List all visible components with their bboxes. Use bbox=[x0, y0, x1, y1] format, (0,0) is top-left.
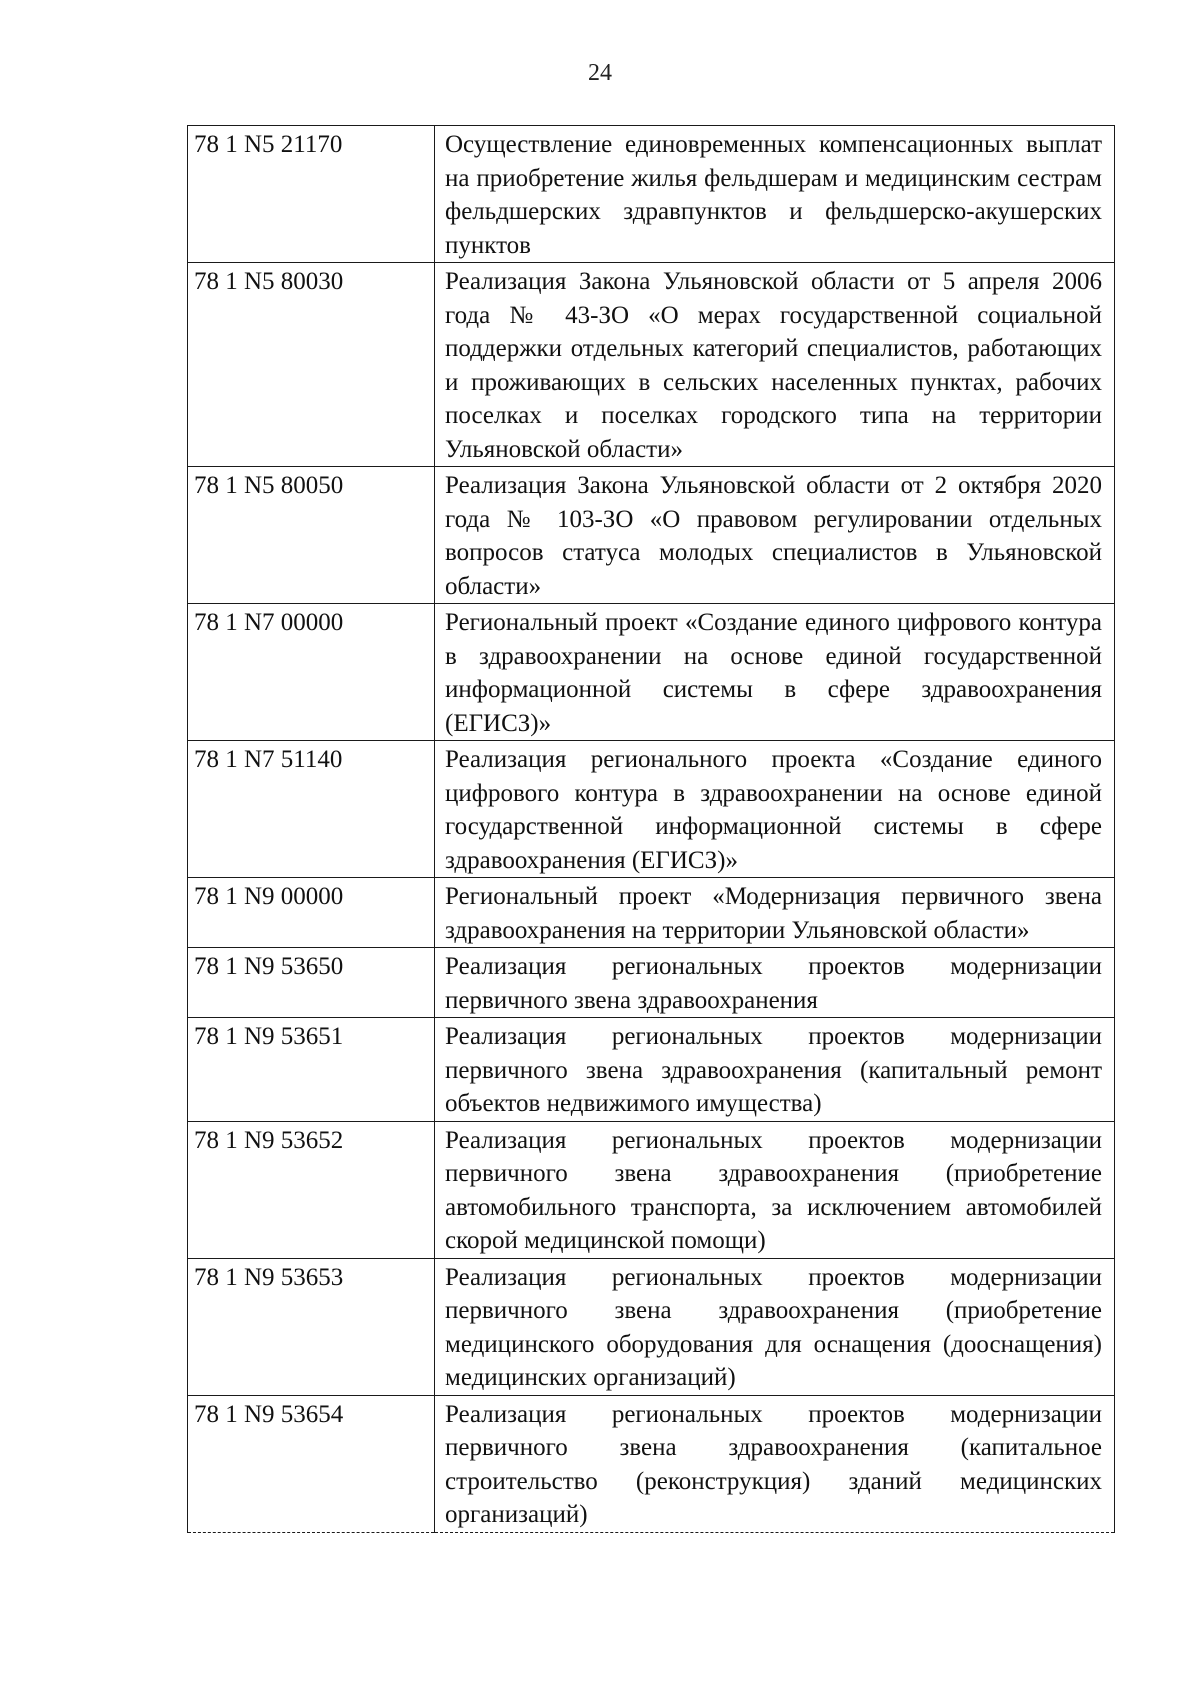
table-row bbox=[188, 1121, 1115, 1258]
table-row bbox=[188, 1258, 1115, 1395]
table-row bbox=[188, 1018, 1115, 1122]
table-row bbox=[188, 1395, 1115, 1532]
row-description: Реализация региональных проектов модернизации первичного звена здравоохранения (приобретение автомобильного транспорта, за исключением автомобилей скорой медицинской помощи) bbox=[435, 1121, 1115, 1258]
row-description: Реализация Закона Ульяновской области от 5 апреля 2006 года № 43-ЗО «О мерах государственной социальной поддержки отдельных категорий специалистов, работающих и проживающих в сельских населенных пунктах, рабочих поселках и поселках городского типа на территории Ульяновской области» bbox=[435, 263, 1115, 467]
row-description: Реализация регионального проекта «Создание единого цифрового контура в здравоохранении на основе единой государственной информационной системы в сфере здравоохранения (ЕГИСЗ)» bbox=[435, 741, 1115, 878]
row-code: 78 1 N5 21170 bbox=[188, 126, 435, 263]
row-code: 78 1 N7 00000 bbox=[188, 604, 435, 741]
classification-table bbox=[187, 125, 1115, 1533]
table-row bbox=[188, 604, 1115, 741]
row-code: 78 1 N7 51140 bbox=[188, 741, 435, 878]
row-code: 78 1 N9 53651 bbox=[188, 1018, 435, 1122]
table-row bbox=[188, 741, 1115, 878]
row-code: 78 1 N9 53654 bbox=[188, 1395, 435, 1532]
row-code: 78 1 N5 80030 bbox=[188, 263, 435, 467]
page-number: 24 bbox=[588, 60, 612, 86]
row-description: Реализация Закона Ульяновской области от 2 октября 2020 года № 103-ЗО «О правовом регулировании отдельных вопросов статуса молодых специалистов в Ульяновской области» bbox=[435, 467, 1115, 604]
row-code: 78 1 N5 80050 bbox=[188, 467, 435, 604]
row-code: 78 1 N9 53652 bbox=[188, 1121, 435, 1258]
row-description: Реализация региональных проектов модернизации первичного звена здравоохранения bbox=[435, 948, 1115, 1018]
row-description: Реализация региональных проектов модернизации первичного звена здравоохранения (капитальный ремонт объектов недвижимого имущества) bbox=[435, 1018, 1115, 1122]
table-row bbox=[188, 878, 1115, 948]
row-code: 78 1 N9 53653 bbox=[188, 1258, 435, 1395]
table-row bbox=[188, 263, 1115, 467]
row-code: 78 1 N9 53650 bbox=[188, 948, 435, 1018]
table-row bbox=[188, 126, 1115, 263]
row-description: Осуществление единовременных компенсационных выплат на приобретение жилья фельдшерам и медицинским сестрам фельдшерских здравпунктов и фельдшерско-акушерских пунктов bbox=[435, 126, 1115, 263]
row-code: 78 1 N9 00000 bbox=[188, 878, 435, 948]
row-description: Реализация региональных проектов модернизации первичного звена здравоохранения (капитальное строительство (реконструкция) зданий медицинских организаций) bbox=[435, 1395, 1115, 1532]
row-description: Реализация региональных проектов модернизации первичного звена здравоохранения (приобретение медицинского оборудования для оснащения (дооснащения) медицинских организаций) bbox=[435, 1258, 1115, 1395]
table-row bbox=[188, 467, 1115, 604]
row-description: Региональный проект «Модернизация первичного звена здравоохранения на территории Ульяновской области» bbox=[435, 878, 1115, 948]
row-description: Региональный проект «Создание единого цифрового контура в здравоохранении на основе единой государственной информационной системы в сфере здравоохранения (ЕГИСЗ)» bbox=[435, 604, 1115, 741]
table-row bbox=[188, 948, 1115, 1018]
